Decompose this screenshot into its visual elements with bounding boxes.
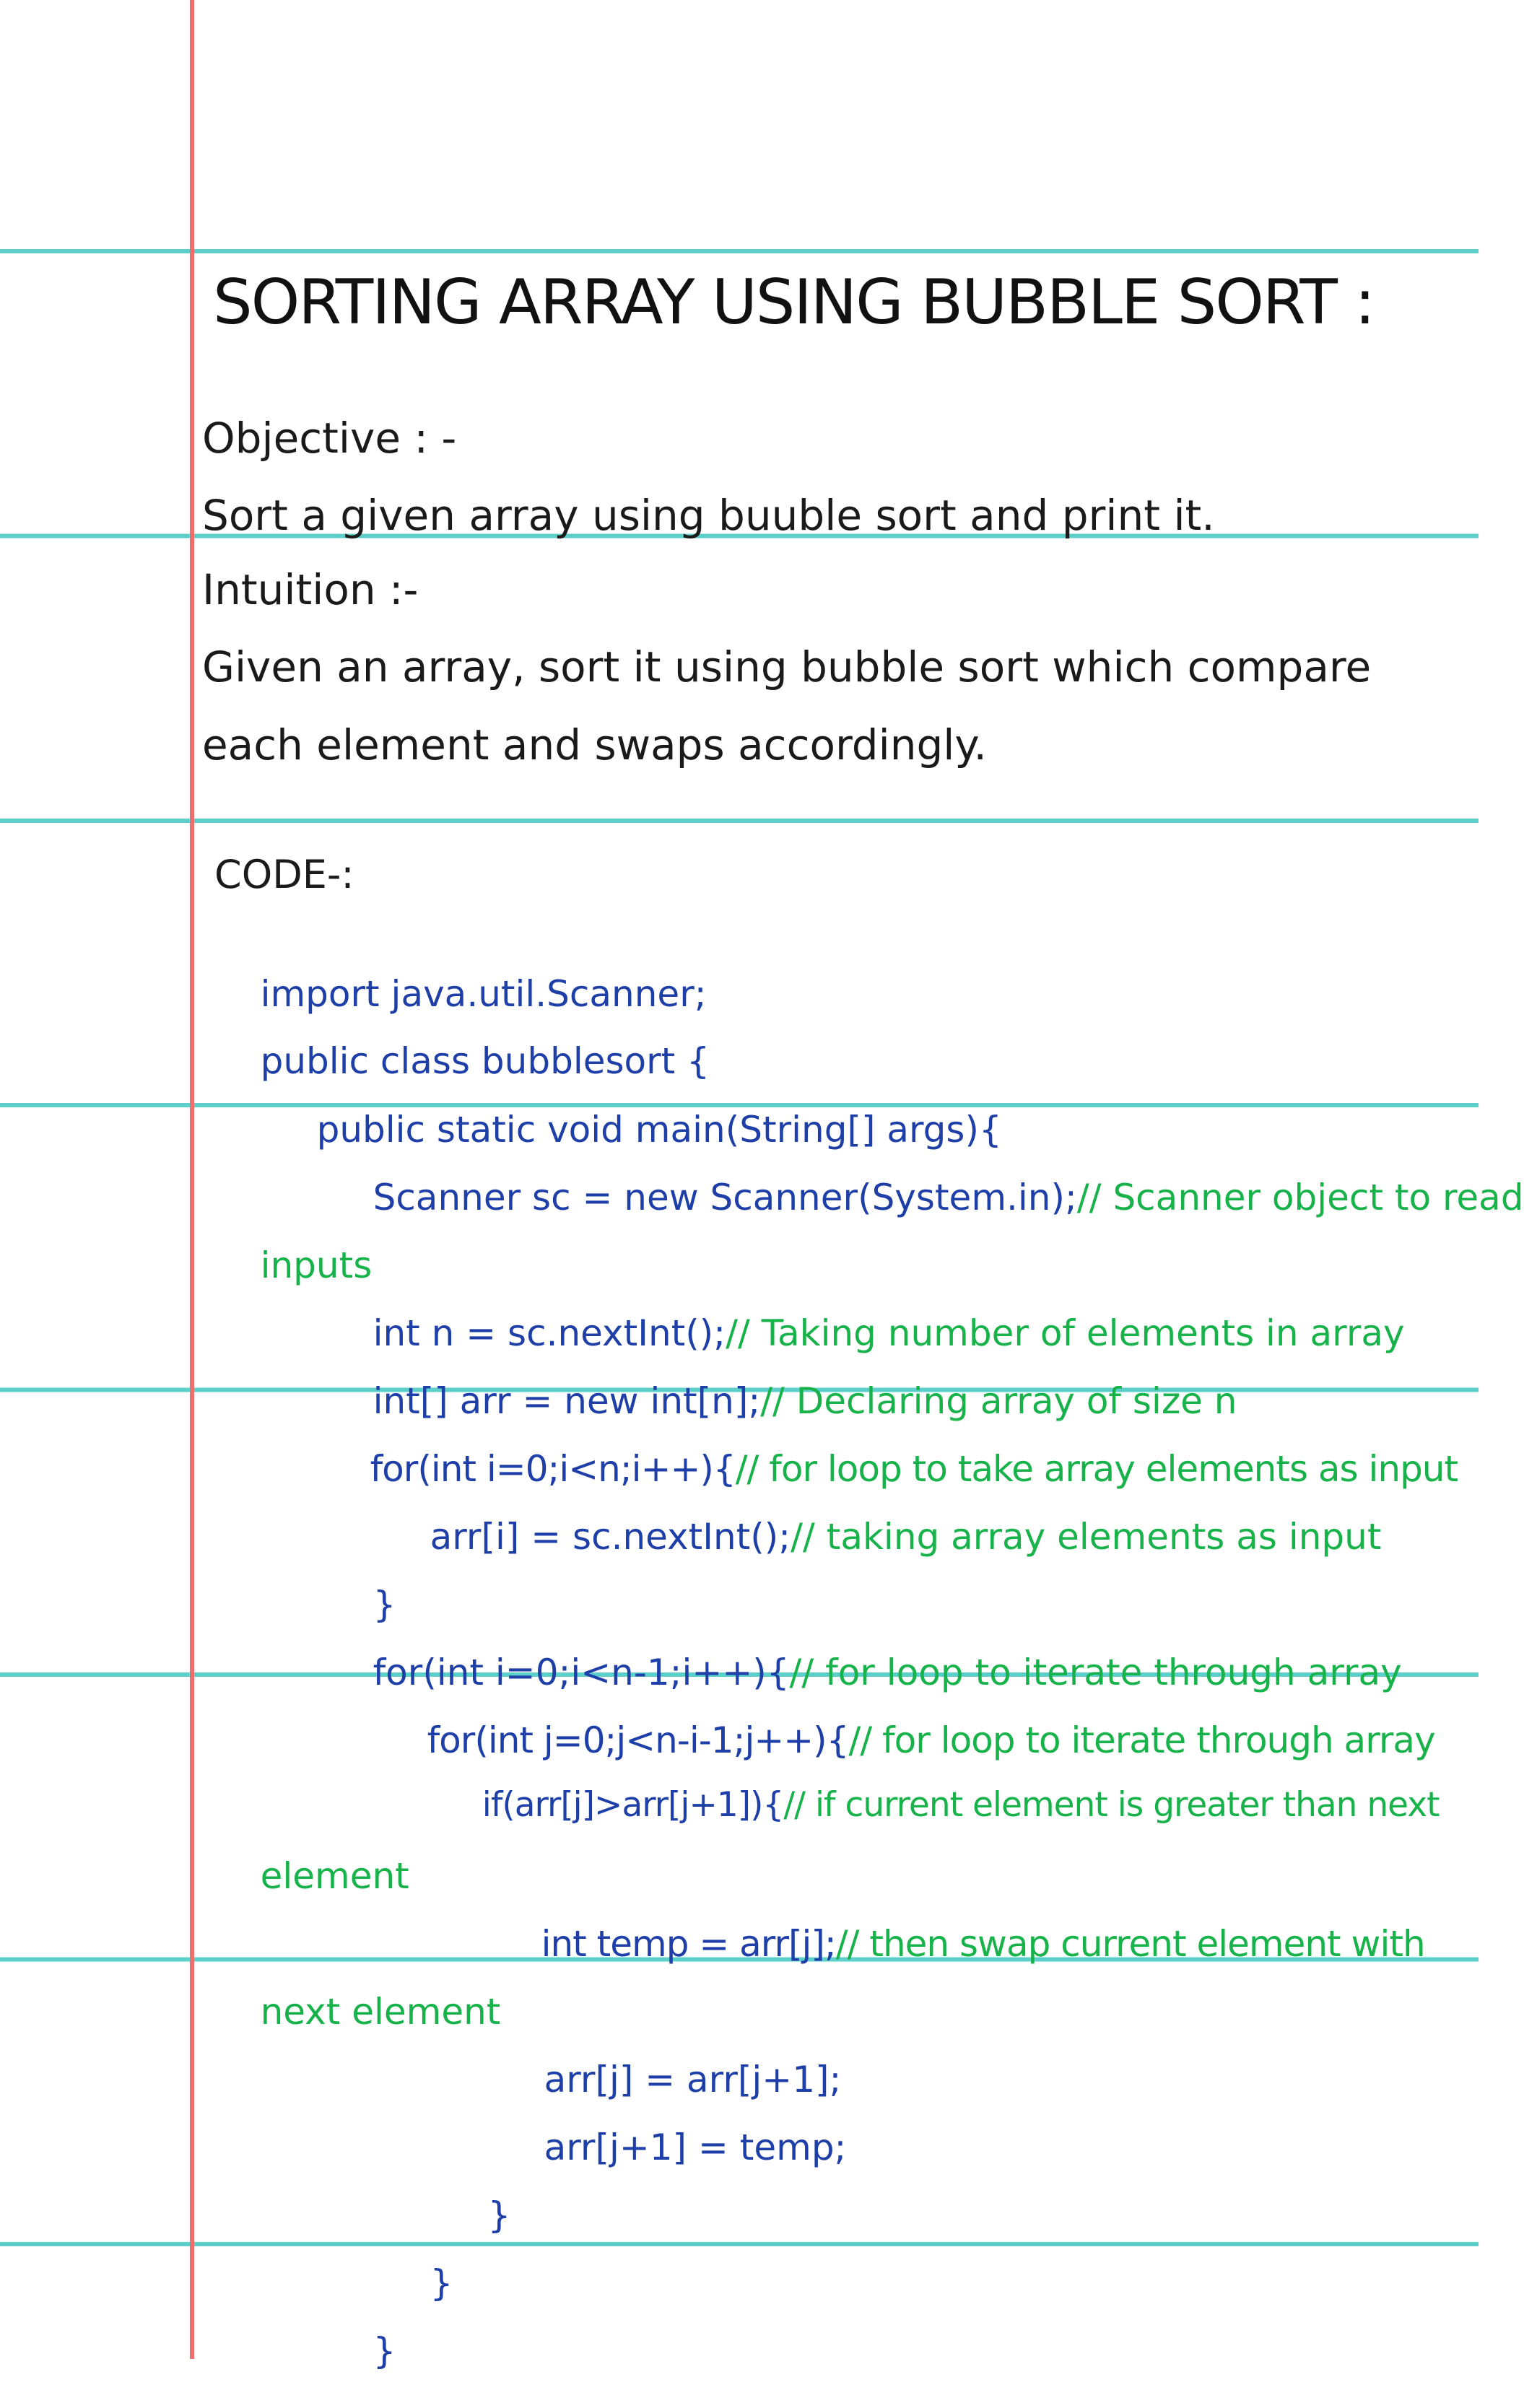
objective-text: Sort a given array using buuble sort and print it. [202,491,1215,540]
code-label: CODE-: [214,852,354,897]
code-text: int temp = arr[j]; [541,1923,836,1965]
intuition-label: Intuition :- [202,565,419,614]
code-text: arr[j+1] = temp; [544,2126,847,2168]
code-comment: // taking array elements as input [791,1516,1382,1558]
code-text: Scanner sc = new Scanner(System.in); [373,1177,1077,1218]
code-line [498,1890,1425,1998]
code-comment: inputs [260,1244,373,1286]
code-text: } [373,1584,396,1626]
code-comment: // then swap current element with [835,1923,1425,1965]
code-text: arr[j] = arr[j+1]; [544,2059,842,2101]
code-text: import java.util.Scanner; [260,973,707,1015]
code-text: for(int i=0;i<n-1;i++){ [373,1652,790,1693]
objective-label: Objective : - [202,414,457,463]
code-comment: element [260,1855,409,1897]
code-text: for(int j=0;j<n-i-1;j++){ [427,1719,849,1761]
code-line [498,2093,846,2202]
code-text: for(int i=0;i<n;i++){ [370,1448,736,1490]
code-text: int n = sc.nextInt(); [373,1312,726,1354]
intuition-text-line-2: each element and swaps accordingly. [202,720,987,769]
code-comment: // for loop to take array elements as input [735,1448,1458,1490]
code-comment: // Scanner object to read [1076,1177,1524,1218]
page-title: SORTING ARRAY USING BUBBLE SORT : [213,266,1375,339]
code-line [442,1754,1440,1856]
code-comment: // if current element is greater than next [783,1785,1440,1825]
code-comment: // Taking number of elements in array [726,1312,1405,1354]
code-text: } [373,2330,396,2372]
code-text: if(arr[j]>arr[j+1]){ [482,1785,784,1825]
code-line [214,1958,500,2066]
code-text: public class bubblesort { [260,1040,710,1082]
code-comment: next element [260,1991,501,2033]
code-line [327,2297,396,2405]
code-text: } [487,2194,511,2236]
code-line [214,1822,409,1930]
code-line [384,1483,1381,1591]
margin-line [190,0,194,2359]
intuition-text-line-1: Given an array, sort it using bubble sort which compare [202,642,1372,692]
code-text: } [430,2262,453,2304]
code-text: int[] arr = new int[n]; [373,1380,761,1422]
code-text: public static void main(String[] args){ [316,1109,1002,1151]
code-line [327,1143,1524,1252]
code-comment: // for loop to iterate through array [848,1719,1435,1761]
code-text: arr[i] = sc.nextInt(); [430,1516,791,1558]
code-comment: // for loop to iterate through array [789,1652,1402,1693]
code-comment: // Declaring array of size n [760,1380,1237,1422]
